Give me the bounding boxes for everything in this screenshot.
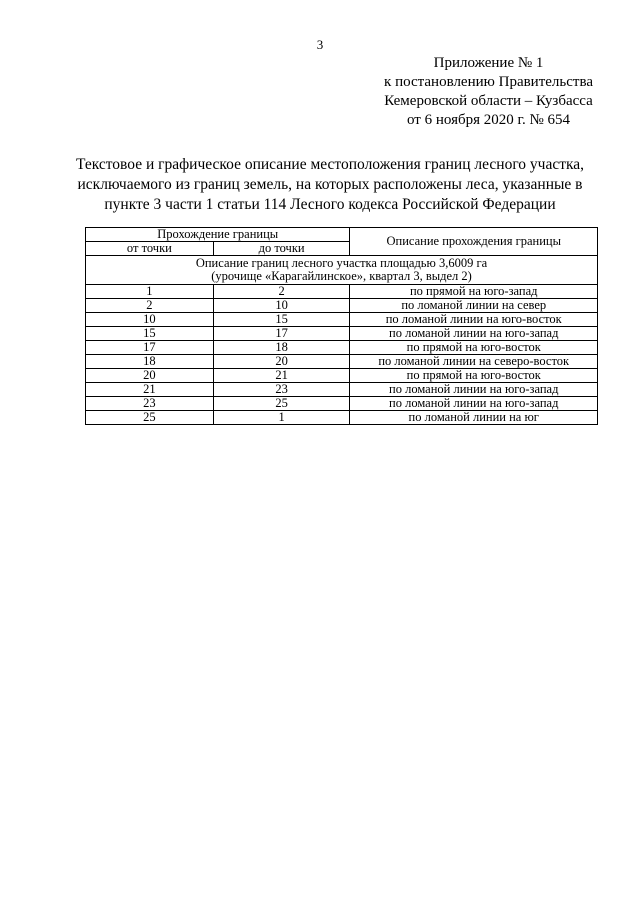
table-row (86, 313, 598, 327)
header-to-point: до точки (213, 242, 350, 256)
to-point-cell: 23 (213, 383, 350, 397)
boundary-description-cell: по ломаной линии на юго-восток (350, 313, 598, 327)
table-row (86, 411, 598, 425)
to-point-cell: 1 (213, 411, 350, 425)
appendix-line-4: от 6 ноября 2020 г. № 654 (406, 112, 571, 128)
from-point-cell: 20 (86, 369, 214, 383)
title-line-1: Текстовое и графическое описание местоположения границ лесного участка, (75, 156, 585, 173)
table-row (86, 355, 598, 369)
to-point-cell: 21 (213, 369, 350, 383)
to-point-cell: 25 (213, 397, 350, 411)
table-row (86, 299, 598, 313)
from-point-cell: 25 (86, 411, 214, 425)
to-point-cell: 17 (213, 327, 350, 341)
from-point-cell: 2 (86, 299, 214, 313)
appendix-line-3: Кемеровской области – Кузбасса (384, 93, 593, 109)
header-boundary-passage: Прохождение границы (86, 228, 350, 242)
to-point-cell: 20 (213, 355, 350, 369)
boundary-description-cell: по прямой на юго-восток (350, 341, 598, 355)
boundary-description-cell: по ломаной линии на северо-восток (350, 355, 598, 369)
section-line-1: Описание границ лесного участка площадью 3,6009 га (195, 256, 488, 270)
document-title (60, 155, 600, 215)
table-row (86, 341, 598, 355)
boundary-description-cell: по ломаной линии на юго-запад (350, 383, 598, 397)
title-line-2: исключаемого из границ земель, на которых расположены леса, указанные в (77, 176, 583, 193)
from-point-cell: 23 (86, 397, 214, 411)
boundary-description-cell: по ломаной линии на юго-запад (350, 397, 598, 411)
header-row (86, 228, 598, 242)
from-point-cell: 17 (86, 341, 214, 355)
section-description (86, 256, 598, 285)
appendix-line-1: Приложение № 1 (433, 55, 544, 71)
table-row (86, 397, 598, 411)
from-point-cell: 15 (86, 327, 214, 341)
to-point-cell: 10 (213, 299, 350, 313)
from-point-cell: 10 (86, 313, 214, 327)
page-number: 3 (316, 37, 324, 52)
boundary-table (85, 227, 598, 425)
from-point-cell: 18 (86, 355, 214, 369)
to-point-cell: 18 (213, 341, 350, 355)
to-point-cell: 15 (213, 313, 350, 327)
from-point-cell: 21 (86, 383, 214, 397)
table-row (86, 369, 598, 383)
to-point-cell: 2 (213, 285, 350, 299)
table-row (86, 285, 598, 299)
from-point-cell: 1 (86, 285, 214, 299)
boundary-description-cell: по ломаной линии на север (350, 299, 598, 313)
boundary-description-cell: по прямой на юго-восток (350, 369, 598, 383)
boundary-description-cell: по ломаной линии на юг (350, 411, 598, 425)
appendix-header (384, 54, 593, 130)
section-row (86, 256, 598, 285)
table-row (86, 383, 598, 397)
title-line-3: пункте 3 части 1 статьи 114 Лесного кодекса Российской Федерации (104, 196, 556, 213)
appendix-line-2: к постановлению Правительства (384, 74, 593, 90)
header-from-point: от точки (86, 242, 214, 256)
section-line-2: (урочище «Карагайлинское», квартал 3, выдел 2) (211, 269, 472, 283)
boundary-description-cell: по ломаной линии на юго-запад (350, 327, 598, 341)
header-description: Описание прохождения границы (350, 228, 598, 256)
table-row (86, 327, 598, 341)
boundary-description-cell: по прямой на юго-запад (350, 285, 598, 299)
